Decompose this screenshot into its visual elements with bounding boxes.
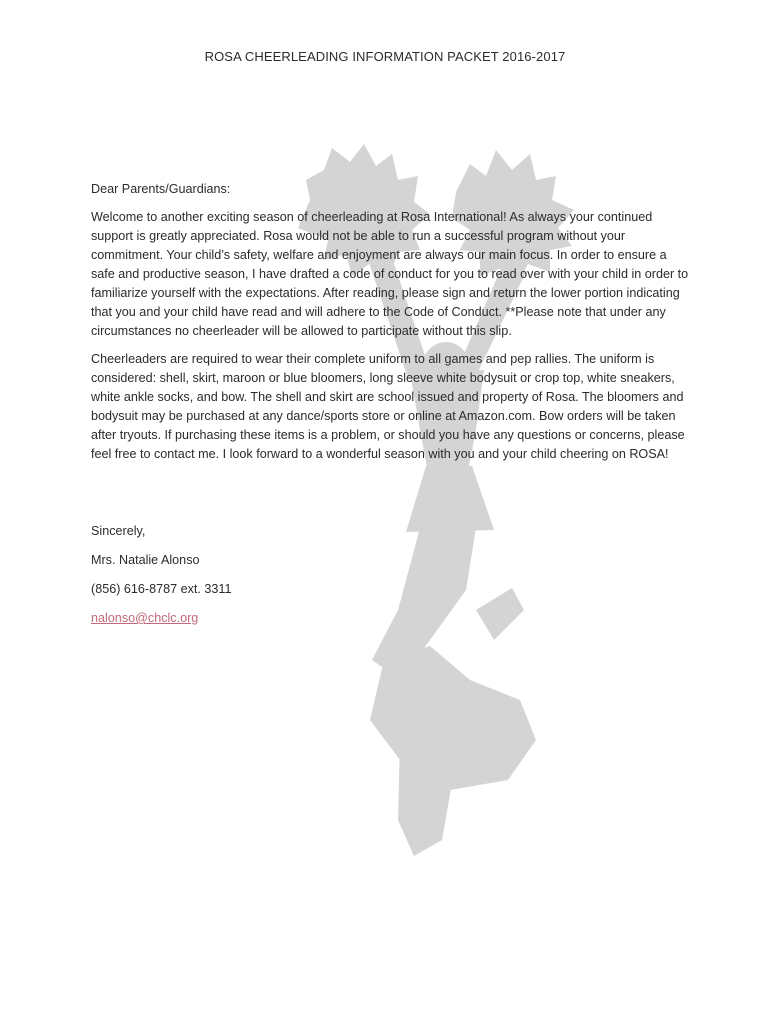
document-title: ROSA CHEERLEADING INFORMATION PACKET 2016-2017 [204, 49, 566, 64]
author-name: Mrs. Natalie Alonso [91, 553, 200, 567]
sign-off: Sincerely, [91, 524, 146, 538]
paragraph-welcome: Welcome to another exciting season of cheerleading at Rosa International! As always your continued support is greatly appreciated. Rosa would not be able to run a successful program without your commitment. Your child’s safety, welfare and enjoyment are always our main focus. In order to ensure a safe and productive season, I have drafted a code of conduct for you to read over with your child in order to familiarize yourself with the expectations. After reading, please sign and return the lower portion indicating that you and your child have read and will adhere to the Code of Conduct. **Please note that under any circumstances no cheerleader will be allowed to participate without this slip. [91, 210, 689, 338]
letter-body [91, 180, 691, 473]
email-link[interactable]: nalonso@chclc.org [91, 611, 199, 625]
paragraph-uniform: Cheerleaders are required to wear their complete uniform to all games and pep rallies. The uniform is considered: shell, skirt, maroon or blue bloomers, long sleeve white bodysuit or crop top, white sneakers, white ankle socks, and bow. The shell and skirt are school issued and property of Rosa. The bloomers and bodysuit may be purchased at any dance/sports store or online at Amazon.com. Bow orders will be taken after tryouts. If purchasing these items is a problem, or should you have any questions or concerns, please feel free to contact me. I look forward to a wonderful season with you and your child cheering on ROSA! [91, 352, 685, 461]
phone-number: (856) 616-8787 ext. 3311 [91, 582, 232, 596]
letter-closing [91, 522, 232, 638]
salutation: Dear Parents/Guardians: [91, 182, 231, 196]
